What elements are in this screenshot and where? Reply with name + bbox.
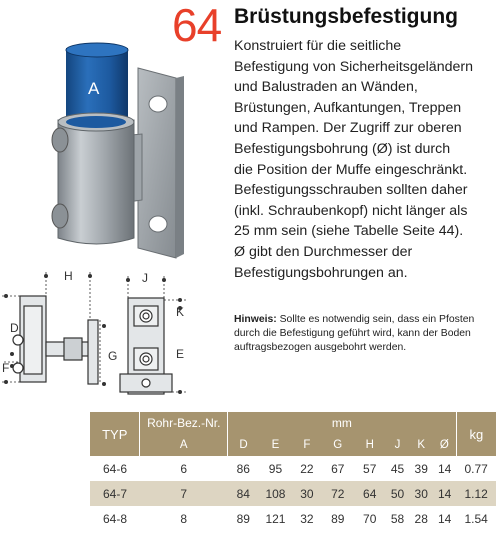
- table-row: [90, 456, 496, 481]
- cell-k: 30: [409, 481, 433, 506]
- description-line: 25 mm sein (siehe Tabelle Seite 44).: [234, 223, 464, 240]
- description-line: Befestigungsbohrungen an.: [234, 264, 408, 281]
- cell-kg: 0.77: [456, 456, 496, 481]
- description-line: und Rampen. Der Zugriff zur oberen: [234, 120, 462, 137]
- cell-typ: 64-6: [90, 456, 140, 481]
- description-line: Befestigungsschrauben sollten daher: [234, 182, 468, 199]
- dim-label-d: D: [10, 321, 19, 335]
- description-line: Befestigung von Sicherheitsgeländern: [234, 58, 473, 75]
- cell-a: 6: [140, 456, 228, 481]
- note-text: Sollte es notwendig sein, dass ein Pfosten durch die Befestigung geführt wird, kann der Boden auftragsbezogen ausgebohrt werden.: [234, 314, 475, 353]
- description-line: Brüstungen, Aufkantungen, Treppen: [234, 99, 462, 116]
- photo-label: A: [88, 79, 100, 98]
- cell-h: 70: [354, 506, 386, 531]
- cell-g: 67: [322, 456, 354, 481]
- cell-kg: 1.12: [456, 481, 496, 506]
- product-note: [234, 313, 492, 354]
- cell-e: 108: [259, 481, 292, 506]
- table-row: [90, 506, 496, 531]
- cell-a: 8: [140, 506, 228, 531]
- cell-e: 95: [259, 456, 292, 481]
- cell-g: 89: [322, 506, 354, 531]
- cell-k: 28: [409, 506, 433, 531]
- description-line: Ø gibt den Durchmesser der: [234, 243, 413, 260]
- cell-f: 22: [292, 456, 322, 481]
- cell-j: 50: [386, 481, 410, 506]
- header-rohr: Rohr-Bez.-Nr.: [140, 412, 228, 434]
- header-a: A: [140, 434, 228, 456]
- cell-f: 32: [292, 506, 322, 531]
- technical-drawing: [0, 262, 232, 398]
- cell-f: 30: [292, 481, 322, 506]
- description-line: Befestigungsbohrung (Ø) ist durch: [234, 140, 451, 157]
- product-description: [234, 36, 494, 283]
- header-col-d: D: [228, 434, 259, 456]
- dim-label-e: E: [176, 347, 185, 361]
- cell-typ: 64-7: [90, 481, 140, 506]
- table-subheader-row: [90, 434, 496, 456]
- cell-d: 86: [228, 456, 259, 481]
- description-line: (inkl. Schraubenkopf) nicht länger als: [234, 202, 468, 219]
- description-line: die Position der Muffe eingeschränkt.: [234, 161, 468, 178]
- dim-label-h: H: [64, 269, 73, 283]
- table-row: [90, 481, 496, 506]
- product-photo: [0, 28, 230, 268]
- header-col-j: J: [386, 434, 410, 456]
- cell-typ: 64-8: [90, 506, 140, 531]
- product-title: Brüstungsbefestigung: [234, 5, 458, 28]
- cell-kg: 1.54: [456, 506, 496, 531]
- header-kg: kg: [456, 412, 496, 456]
- cell-d: 84: [228, 481, 259, 506]
- header-col-k: K: [409, 434, 433, 456]
- header-typ: TYP: [90, 412, 140, 456]
- header-col-e: E: [259, 434, 292, 456]
- cell-j: 45: [386, 456, 410, 481]
- cell-a: 7: [140, 481, 228, 506]
- header-col-dia: Ø: [433, 434, 456, 456]
- cell-d: 89: [228, 506, 259, 531]
- cell-k: 39: [409, 456, 433, 481]
- cell-dia: 14: [433, 506, 456, 531]
- header-col-g: G: [322, 434, 354, 456]
- dim-label-j: J: [142, 271, 148, 285]
- cell-dia: 14: [433, 481, 456, 506]
- header-col-h: H: [354, 434, 386, 456]
- cell-j: 58: [386, 506, 410, 531]
- note-label: Hinweis:: [234, 314, 277, 325]
- cell-g: 72: [322, 481, 354, 506]
- cell-dia: 14: [433, 456, 456, 481]
- dim-label-g: G: [108, 349, 118, 363]
- description-line: und Balustraden an Wänden,: [234, 79, 418, 96]
- cell-h: 64: [354, 481, 386, 506]
- table-header-row: [90, 412, 496, 434]
- cell-h: 57: [354, 456, 386, 481]
- header-mm: mm: [228, 412, 457, 434]
- dim-label-k: K: [176, 305, 185, 319]
- description-line: Konstruiert für die seitliche: [234, 38, 402, 54]
- cell-e: 121: [259, 506, 292, 531]
- dimension-table: [90, 412, 496, 531]
- dim-label-f: F: [2, 361, 10, 375]
- product-code: 64: [172, 0, 222, 51]
- header-col-f: F: [292, 434, 322, 456]
